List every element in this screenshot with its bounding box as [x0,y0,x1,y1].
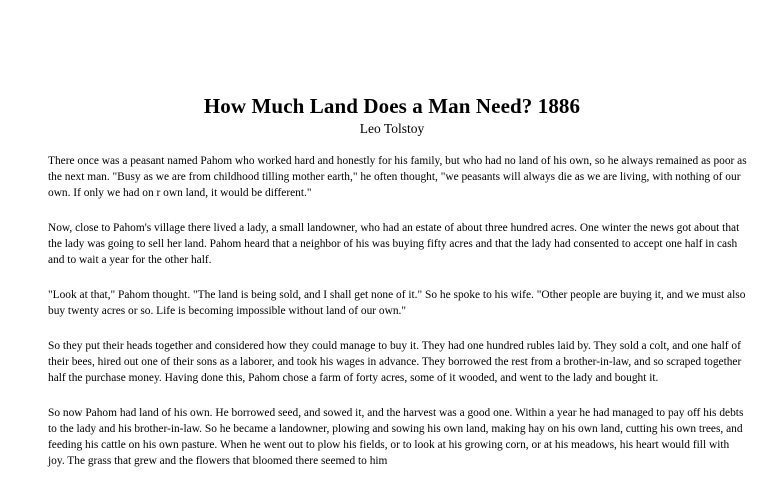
paragraph: So they put their heads together and considered how they could manage to buy it. They had one hundred rubles laid by. They sold a colt, and one half of their bees, hired out one of their sons as a laborer, and took his wages in advance. They borrowed the rest from a brother-in-law, and so scraped together half the purchase money. Having done this, Pahom chose a farm of forty acres, some of it wooded, and went to the lady and bought it. [48,340,742,384]
paragraph: "Look at that," Pahom thought. "The land is being sold, and I shall get none of it." So he spoke to his wife. "Other people are buying it, and we must also buy twenty acres or so. Life is becoming impossible without land of our own." [48,289,746,317]
document-title: How Much Land Does a Man Need? 1886 [203,94,581,118]
paragraph: There once was a peasant named Pahom who worked hard and honestly for his family, but who had no land of his own, so he always remained as poor as the next man. "Busy as we are from childhood tilling mother earth," he often thought, "we peasants will always die as we are living, with nothing of our own. If only we had on r own land, it would be different." [48,155,747,199]
paragraph: Now, close to Pahom's village there lived a lady, a small landowner, who had an estate of about three hundred acres. One winter the news got about that the lady was going to sell her land. Pahom heard that a neighbor of his was buying fifty acres and that the lady had consented to accept one half in cash and to wait a year for the other half. [48,222,740,266]
paragraph: So now Pahom had land of his own. He borrowed seed, and sowed it, and the harvest was a good one. Within a year he had managed to pay off his debts to the lady and his brother-in-law. So he became a landowner, plowing and sowing his own land, making hay on his own land, cutting his own trees, and feeding his cattle on his own pasture. When he went out to plow his fields, or to look at his growing corn, or at his meadows, his heart would fill with joy. The grass that grew and the flowers that bloomed there seemed to him [48,407,744,467]
document-body [48,153,748,488]
document-author: Leo Tolstoy [359,121,425,136]
